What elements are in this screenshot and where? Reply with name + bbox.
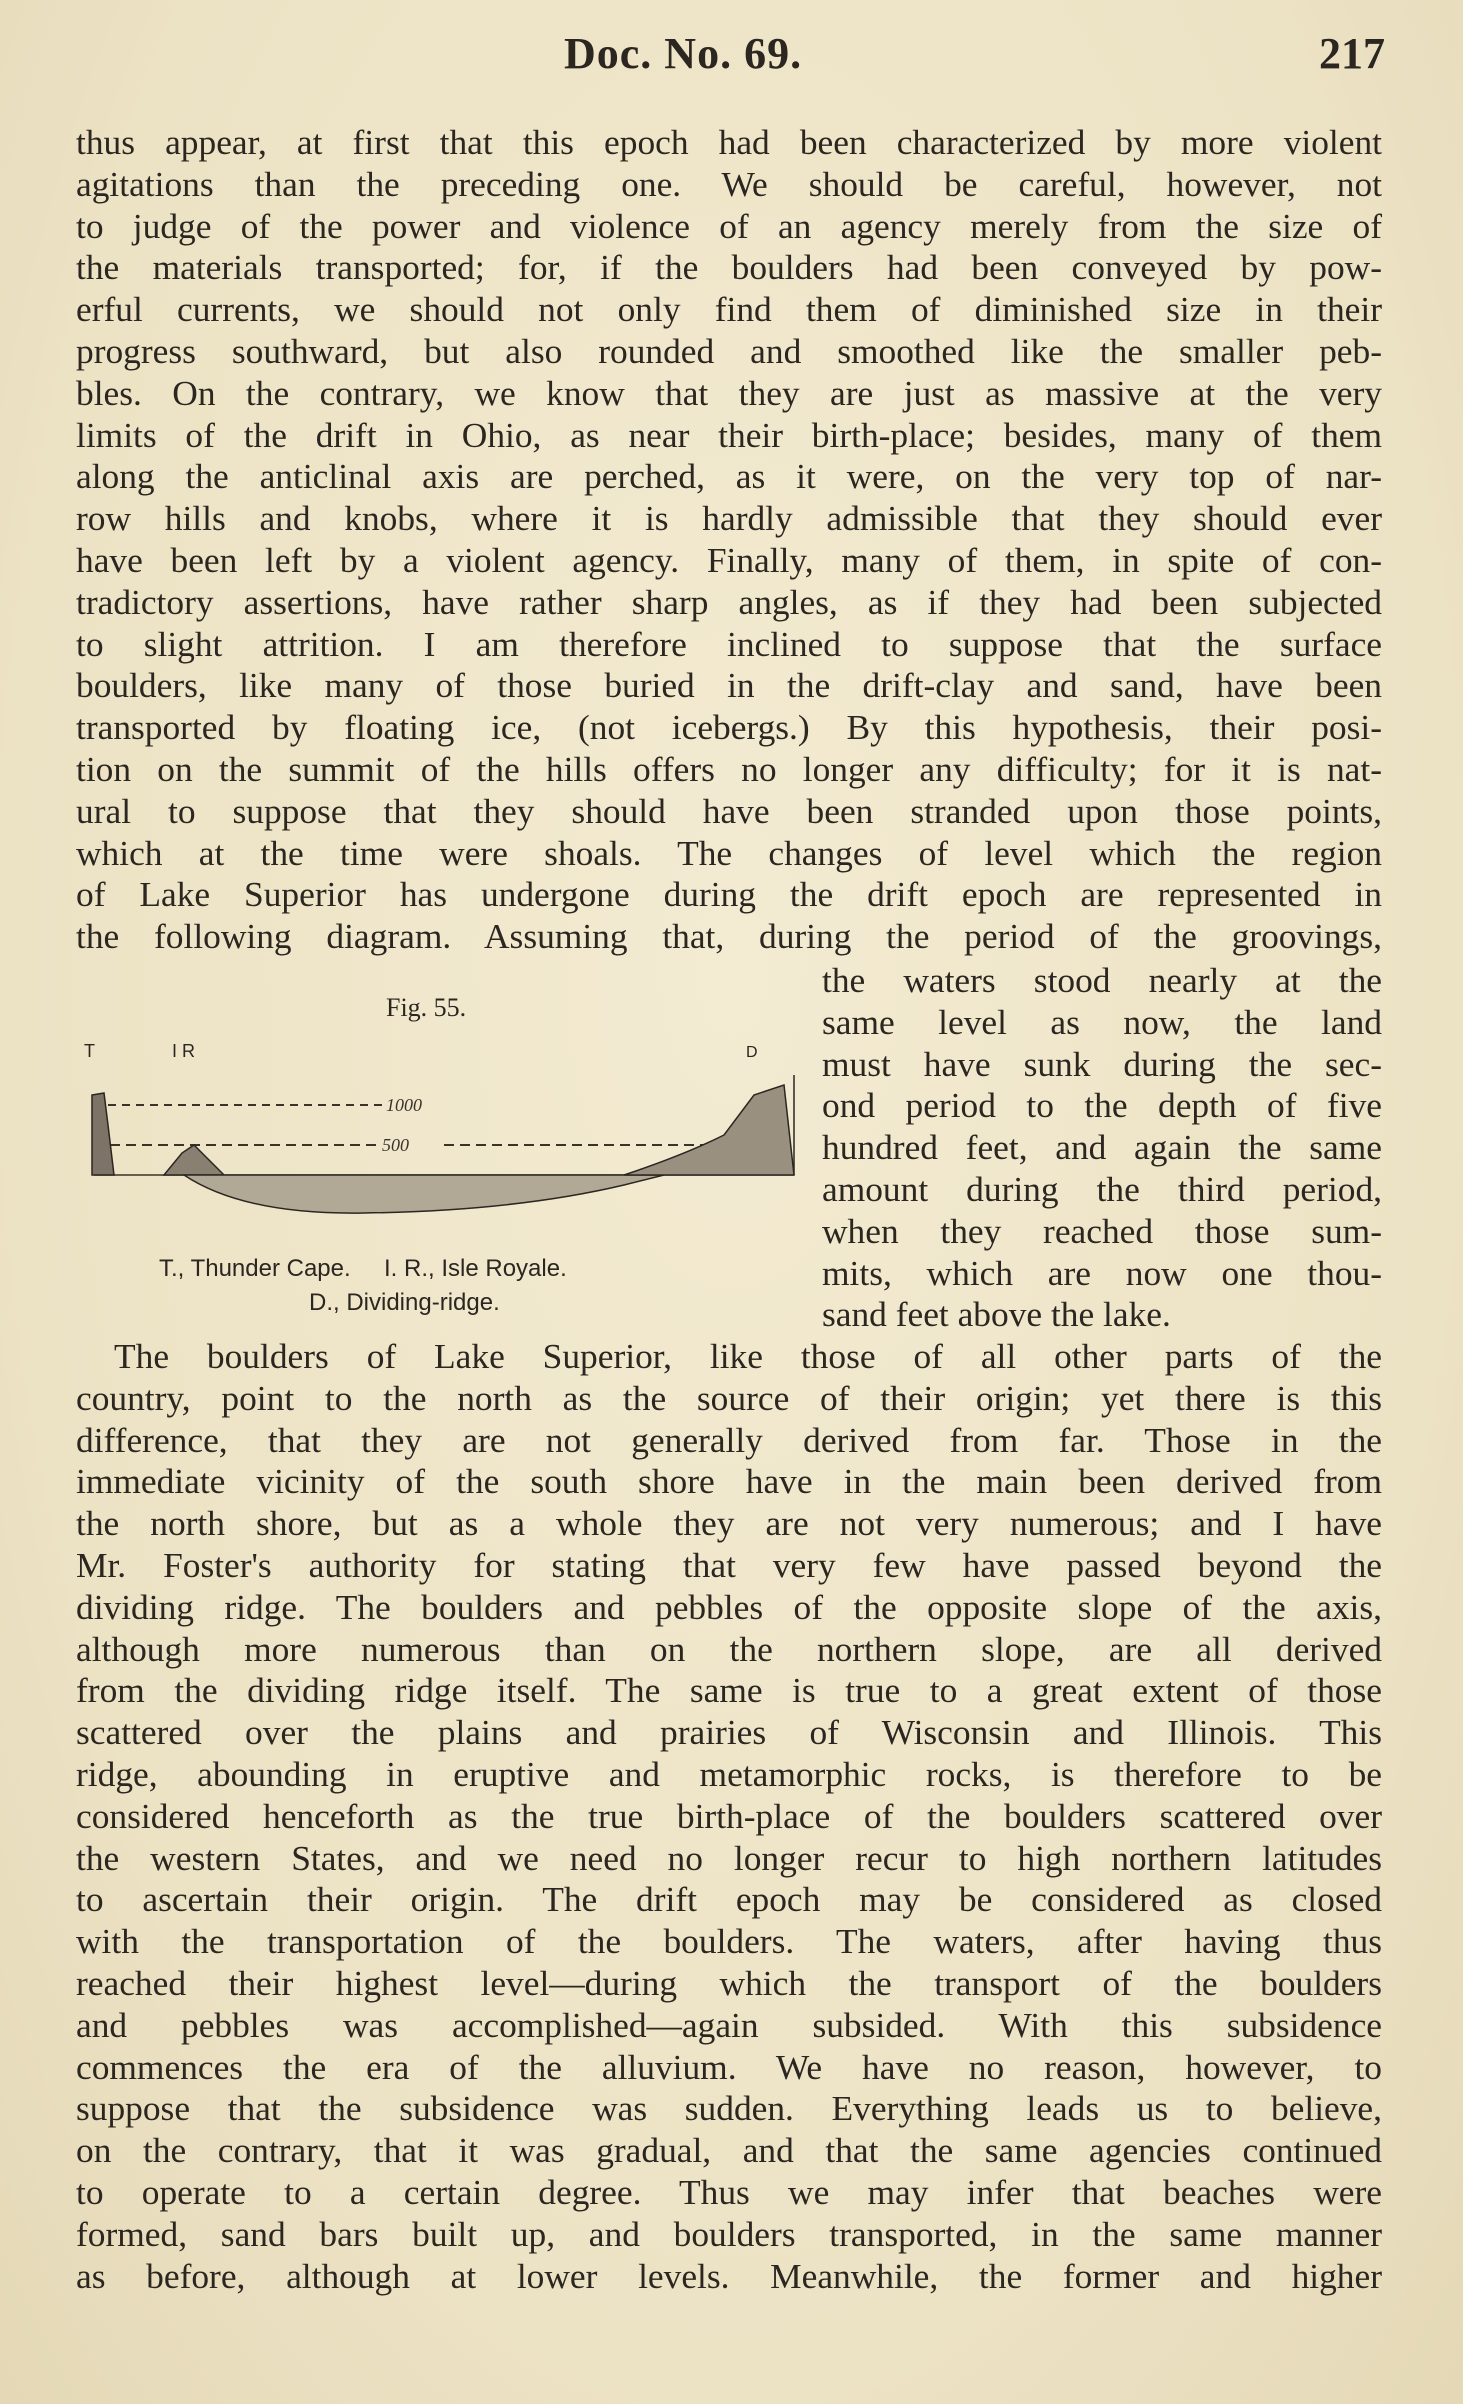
text-line: scattered over the plains and prairies of Wisconsin and Illinois. This [76,1712,1382,1753]
text-line: progress southward, but also rounded and smoothed like the smaller peb- [76,330,1382,371]
text-line: the western States, and we need no longer recur to high northern latitudes [76,1837,1382,1878]
text-line: to slight attrition. I am therefore inclined to suppose that the surface [76,623,1382,664]
text-line: dividing ridge. The boulders and pebbles of the opposite slope of the axis, [76,1586,1382,1627]
running-header [74,28,1385,88]
text-line: Mr. Foster's authority for stating that very few have passed beyond the [76,1544,1382,1585]
text-line: difference, that they are not generally derived from far. Those in the [76,1419,1382,1460]
text-line: ond period to the depth of five [822,1085,1382,1126]
text-line: and pebbles was accomplished—again subsided. With this subsidence [76,2004,1382,2045]
text-line: formed, sand bars built up, and boulders transported, in the same manner [76,2213,1382,2254]
text-line: amount during the third period, [822,1168,1382,1209]
marker-isle-royale: I R [172,1041,196,1061]
text-line: limits of the drift in Ohio, as near their birth-place; besides, many of them [76,414,1382,455]
text-line: hundred feet, and again the same [822,1127,1382,1168]
text-line: commences the era of the alluvium. We have no reason, however, to [76,2046,1382,2087]
lake-basin [184,1175,664,1213]
text-line: tradictory assertions, have rather sharp angles, as if they had been subjected [76,581,1382,622]
text-line: tion on the summit of the hills offers no longer any difficulty; for it is nat- [76,748,1382,789]
text-line: the waters stood nearly at the [822,960,1382,1000]
text-line: to judge of the power and violence of an agency merely from the size of [76,205,1382,246]
marker-dividing-ridge: D [746,1044,758,1061]
marker-thunder-cape: T [84,1041,95,1061]
text-line: when they reached those sum- [822,1210,1382,1251]
text-line: immediate vicinity of the south shore have in the main been derived from [76,1461,1382,1502]
isle-royale-profile [164,1145,224,1175]
text-line: thus appear, at first that this epoch had been characterized by more violent [76,122,1382,162]
figure-label: Fig. 55. [386,993,467,1022]
document-title: Doc. No. 69. [564,29,803,78]
dividing-ridge-profile [624,1085,794,1175]
text-line: the north shore, but as a whole they are not very numerous; and I have [76,1503,1382,1544]
text-line: considered henceforth as the true birth-place of the boulders scattered over [76,1795,1382,1836]
text-line: along the anticlinal axis are perched, as it were, on the very top of nar- [76,456,1382,497]
text-line: ural to suppose that they should have been stranded upon those points, [76,790,1382,831]
paragraph-right-of-figure [822,960,1382,1336]
text-line: reached their highest level—during which the transport of the boulders [76,1962,1382,2003]
figure-caption-line-1: T., Thunder Cape. I. R., Isle Royale. [159,1255,567,1282]
page-number: 217 [1319,29,1385,78]
text-line: bles. On the contrary, we know that they are just as massive at the very [76,372,1382,413]
text-line: on the contrary, that it was gradual, and that the same agencies continued [76,2130,1382,2171]
text-line: to ascertain their origin. The drift epoch may be considered as closed [76,1879,1382,1920]
text-line: row hills and knobs, where it is hardly admissible that they should ever [76,498,1382,539]
text-line: have been left by a violent agency. Finally, many of them, in spite of con- [76,539,1382,580]
text-line: sand feet above the lake. [822,1294,1171,1335]
text-line: which at the time were shoals. The changes of level which the region [76,832,1382,873]
figure-caption-line-2: D., Dividing-ridge. [309,1289,500,1316]
text-line: as before, although at lower levels. Meanwhile, the former and higher [76,2255,1382,2296]
text-line: same level as now, the land [822,1001,1382,1042]
text-line: erful currents, we should not only find them of diminished size in their [76,289,1382,330]
level-label-500: 500 [382,1135,409,1155]
text-line: ridge, abounding in eruptive and metamorphic rocks, is therefore to be [76,1753,1382,1794]
level-label-1000: 1000 [386,1095,422,1115]
text-line: must have sunk during the sec- [822,1043,1382,1084]
text-line: agitations than the preceding one. We should be careful, however, not [76,163,1382,204]
text-line: the materials transported; for, if the boulders had been conveyed by pow- [76,247,1382,288]
paragraph-bottom [76,1336,1382,2297]
text-line: The boulders of Lake Superior, like those of all other parts of the [114,1336,1382,1376]
figure-55 [64,975,804,1315]
text-line: boulders, like many of those buried in the drift-clay and sand, have been [76,665,1382,706]
text-line: mits, which are now one thou- [822,1252,1382,1293]
paragraph-top [76,122,1382,958]
cross-section-diagram [64,975,804,1245]
text-line: of Lake Superior has undergone during the drift epoch are represented in [76,874,1382,915]
text-line: country, point to the north as the source of their origin; yet there is this [76,1377,1382,1418]
text-line: to operate to a certain degree. Thus we may infer that beaches were [76,2171,1382,2212]
text-line: suppose that the subsidence was sudden. Everything leads us to believe, [76,2088,1382,2129]
text-line: transported by floating ice, (not icebergs.) By this hypothesis, their posi- [76,707,1382,748]
text-line: from the dividing ridge itself. The same is true to a great extent of those [76,1670,1382,1711]
text-line: with the transportation of the boulders. The waters, after having thus [76,1921,1382,1962]
text-line: the following diagram. Assuming that, during the period of the groovings, [76,916,1382,957]
text-line: although more numerous than on the northern slope, are all derived [76,1628,1382,1669]
